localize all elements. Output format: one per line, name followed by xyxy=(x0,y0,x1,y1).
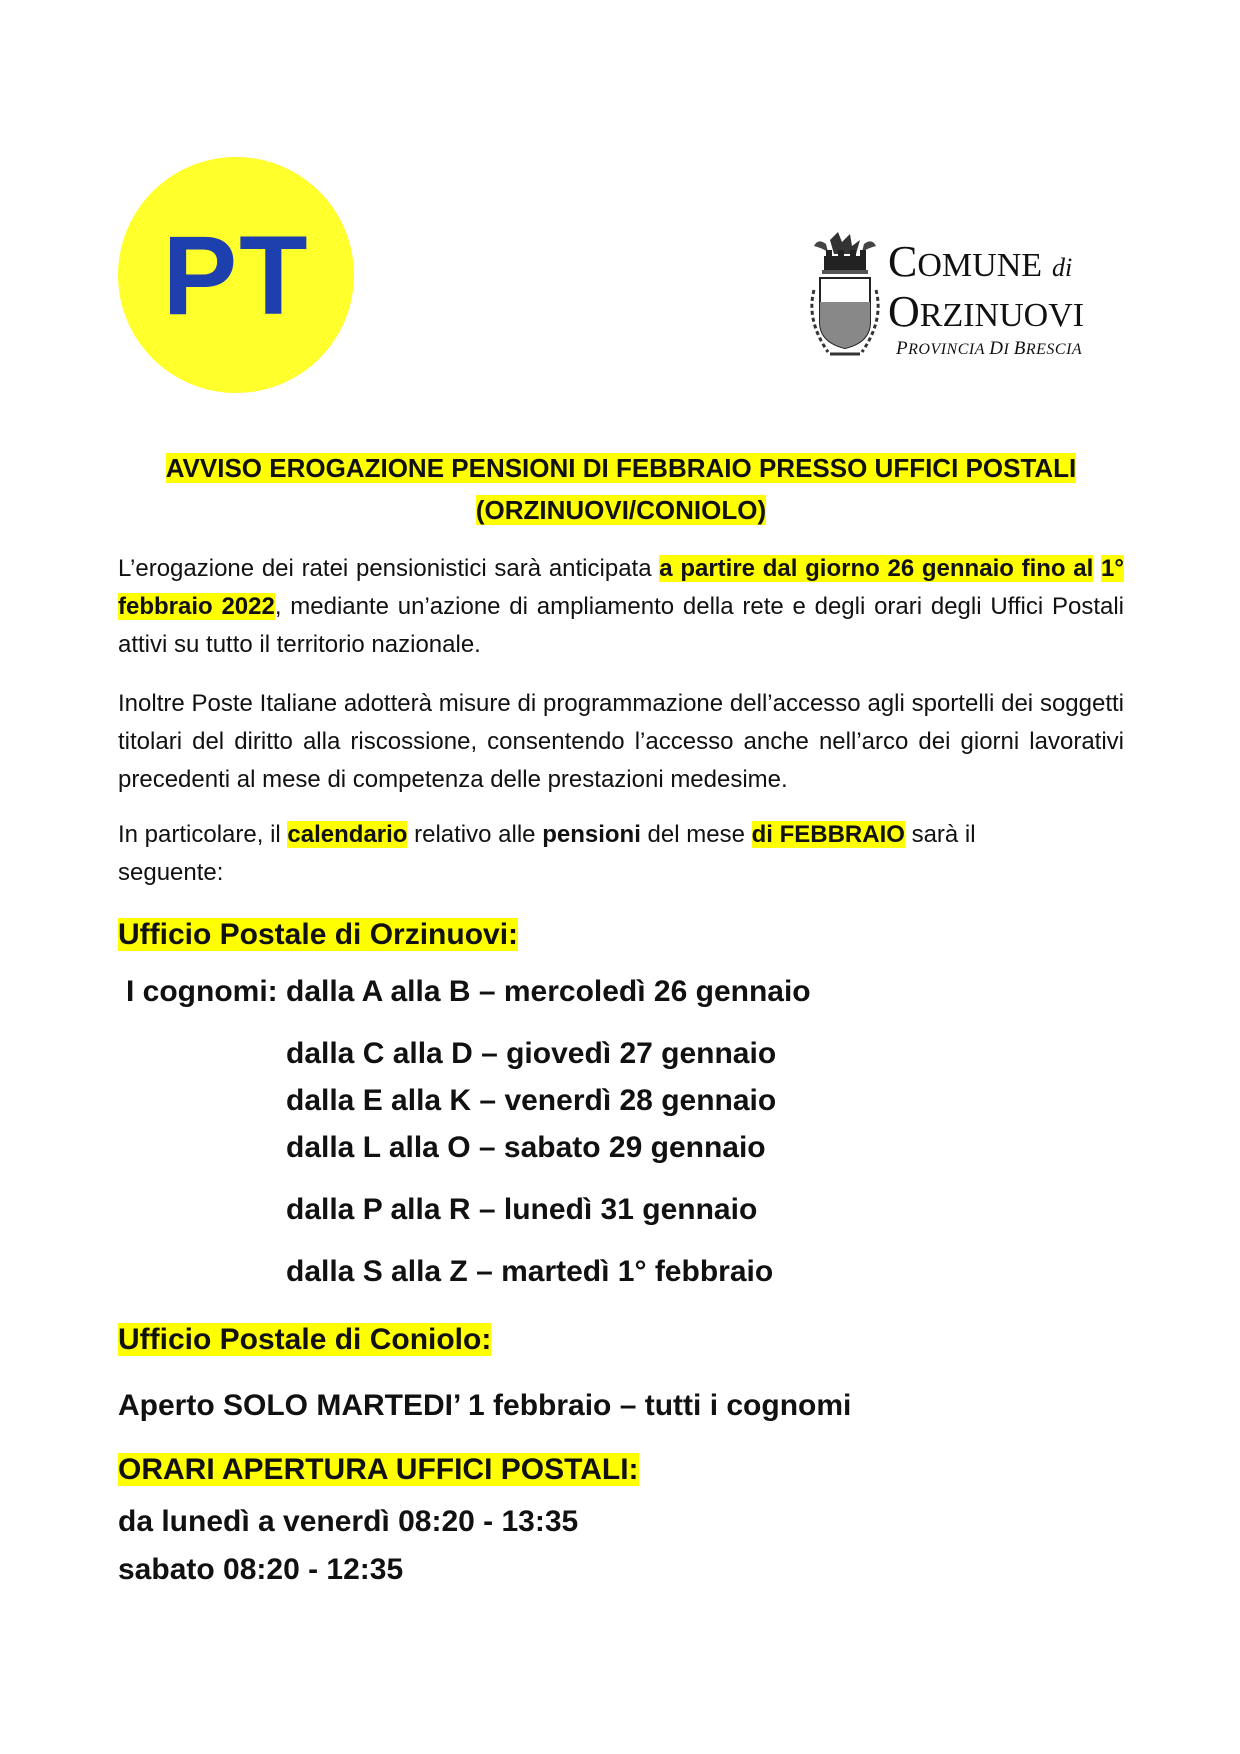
opening-hours-weekdays: da lunedì a venerdì 08:20 - 13:35 xyxy=(118,1505,579,1538)
orzinuovi-heading: Ufficio Postale di Orzinuovi: xyxy=(118,918,519,951)
schedule-row: dalla L alla O – sabato 29 gennaio xyxy=(286,1131,766,1164)
notice-title-line2: (ORZINUOVI/CONIOLO) xyxy=(475,495,767,525)
poste-italiane-logo xyxy=(118,157,354,393)
schedule-row: dalla C alla D – giovedì 27 gennaio xyxy=(286,1037,777,1070)
paragraph-anticipation: L’erogazione dei ratei pensionistici sarà anticipata a partire dal giorno 26 gennaio fino al 1° febbraio 2022, mediante un’azione di ampliamento della rete e degli orari degli Uffici Postali attivi su tutto il territorio nazionale. xyxy=(118,555,1125,658)
provincia-word: PROVINCIA DI BRESCIA xyxy=(896,338,1083,359)
notice-title-line1: AVVISO EROGAZIONE PENSIONI DI FEBBRAIO PRESSO UFFICI POSTALI xyxy=(165,453,1077,483)
paragraph-programming: Inoltre Poste Italiane adotterà misure di programmazione dell’accesso agli sportelli dei soggetti titolari del diritto alla riscossione, consentendo l’accesso anche nell’arco dei giorni lavorativi precedenti al mese di competenza delle prestazioni medesime. xyxy=(118,690,1124,793)
coniolo-schedule: Aperto SOLO MARTEDI’ 1 febbraio – tutti i cognomi xyxy=(118,1389,852,1422)
paragraph-calendar-intro: In particolare, il calendario relativo alle pensioni del mese di FEBBRAIO sarà il seguente: xyxy=(118,821,976,886)
opening-hours-saturday: sabato 08:20 - 12:35 xyxy=(118,1553,404,1586)
pt-logo-text: PT xyxy=(162,212,310,338)
schedule-row: I cognomi: dalla A alla B – mercoledì 26 gennaio xyxy=(126,975,811,1008)
comune-orzinuovi-logo xyxy=(800,230,1120,360)
coniolo-heading: Ufficio Postale di Coniolo: xyxy=(118,1323,492,1356)
schedule-row: dalla E alla K – venerdì 28 gennaio xyxy=(286,1084,777,1117)
opening-hours-heading: ORARI APERTURA UFFICI POSTALI: xyxy=(118,1453,639,1486)
schedule-row: dalla S alla Z – martedì 1° febbraio xyxy=(286,1255,774,1288)
coat-of-arms-icon xyxy=(800,230,890,360)
comune-word: COMUNE di xyxy=(888,237,1073,286)
orzinuovi-word: ORZINUOVI xyxy=(888,287,1085,336)
schedule-row: dalla P alla R – lunedì 31 gennaio xyxy=(286,1193,758,1226)
